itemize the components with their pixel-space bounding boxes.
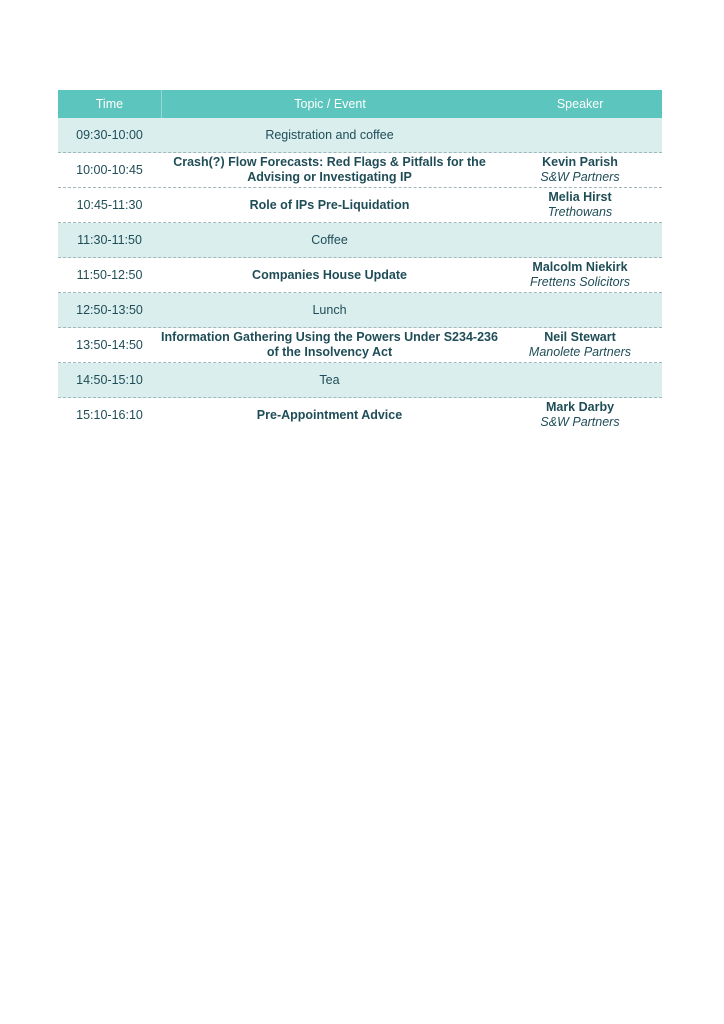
table-row [58, 258, 662, 293]
table-row [58, 328, 662, 363]
table-row [58, 363, 662, 398]
row-topic: Pre-Appointment Advice [256, 407, 403, 422]
speaker-organization: S&W Partners [540, 170, 620, 184]
speaker-name: Melia Hirst [548, 190, 612, 204]
row-time: 13:50-14:50 [76, 337, 143, 352]
row-time: 15:10-16:10 [76, 407, 143, 422]
agenda-table [58, 90, 662, 432]
table-row [58, 153, 662, 188]
speaker-name: Malcolm Niekirk [532, 260, 628, 274]
header-time: Time [58, 90, 162, 118]
header-speaker: Speaker [556, 97, 604, 111]
row-time: 10:00-10:45 [76, 162, 143, 177]
table-row [58, 293, 662, 328]
speaker-name: Mark Darby [545, 400, 615, 414]
speaker-name: Neil Stewart [544, 330, 616, 344]
table-row [58, 188, 662, 223]
row-time: 12:50-13:50 [76, 302, 143, 317]
row-time: 14:50-15:10 [76, 372, 143, 387]
row-topic: Tea [319, 372, 340, 387]
header-topic: Topic / Event [294, 97, 366, 111]
row-time: 09:30-10:00 [76, 127, 143, 142]
row-speaker [498, 190, 662, 220]
row-topic: Role of IPs Pre-Liquidation [249, 197, 410, 212]
row-topic: Lunch [312, 302, 347, 317]
table-row [58, 118, 662, 153]
row-speaker [498, 400, 662, 430]
speaker-organization: Trethowans [547, 205, 613, 219]
row-time: 10:45-11:30 [76, 197, 143, 212]
row-speaker [498, 330, 662, 360]
speaker-name: Kevin Parish [542, 155, 618, 169]
speaker-organization: S&W Partners [540, 415, 620, 429]
speaker-organization: Manolete Partners [528, 345, 632, 359]
row-speaker [498, 155, 662, 185]
speaker-organization: Frettens Solicitors [529, 275, 631, 289]
row-topic: Coffee [311, 232, 348, 247]
row-time: 11:30-11:50 [77, 232, 142, 247]
row-topic: Crash(?) Flow Forecasts: Red Flags & Pitfalls for the Advising or Investigating IP [173, 155, 486, 184]
table-row [58, 223, 662, 258]
row-speaker [498, 260, 662, 290]
row-time: 11:50-12:50 [76, 267, 143, 282]
row-topic: Registration and coffee [265, 127, 394, 142]
row-topic: Companies House Update [252, 267, 407, 282]
table-header [58, 90, 662, 118]
row-topic: Information Gathering Using the Powers Under S234-236 of the Insolvency Act [161, 330, 498, 359]
table-row [58, 398, 662, 432]
